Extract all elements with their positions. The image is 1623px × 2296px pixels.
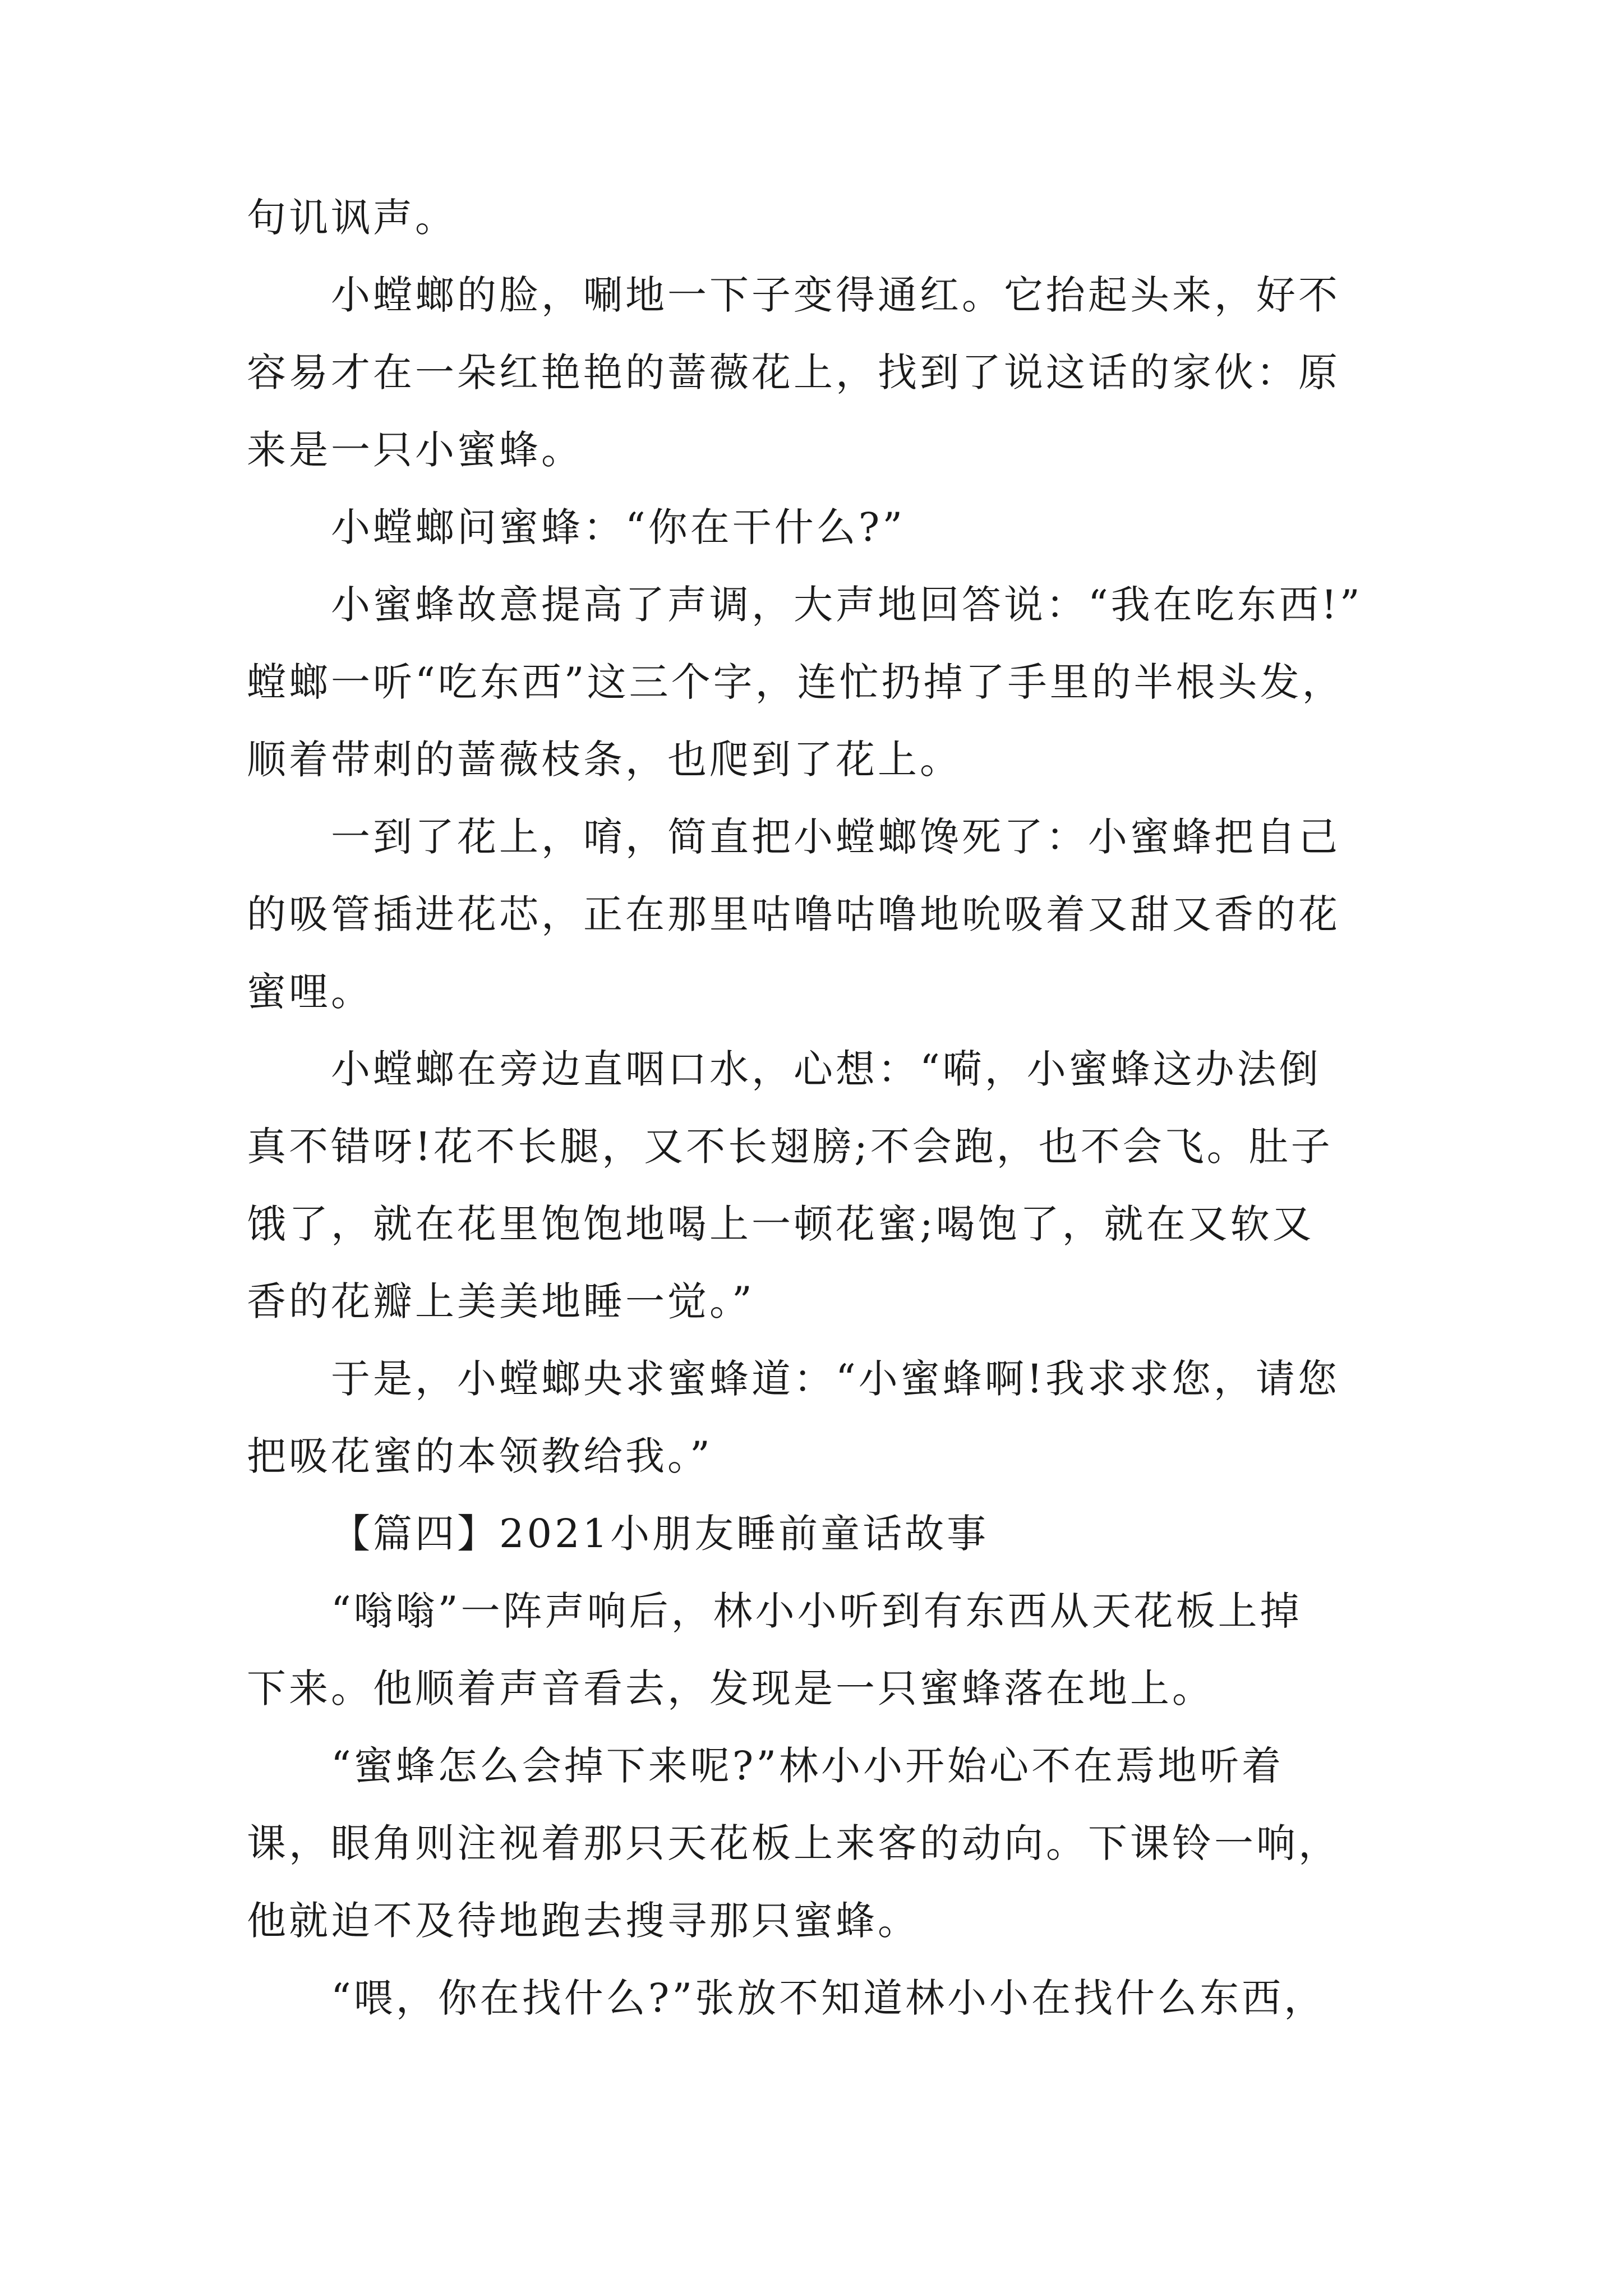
text-line: 小蜜蜂故意提高了声调，大声地回答说：“我在吃东西!”	[331, 582, 1363, 628]
text-line: 容易才在一朵红艳艳的蔷薇花上，找到了说这话的家伙：原	[247, 349, 1340, 395]
text-line: 饿了，就在花里饱饱地喝上一顿花蜜;喝饱了，就在又软又	[247, 1201, 1315, 1247]
text-line: 句讥讽声。	[247, 195, 457, 241]
text-line: 的吸管插进花芯，正在那里咕噜咕噜地吮吸着又甜又香的花	[247, 891, 1340, 937]
text-line: 顺着带刺的蔷薇枝条，也爬到了花上。	[247, 737, 962, 783]
text-line: “嗡嗡”一阵声响后，林小小听到有东西从天花板上掉	[331, 1588, 1302, 1634]
text-line: 下来。他顺着声音看去，发现是一只蜜蜂落在地上。	[247, 1665, 1214, 1711]
text-line: 来是一只小蜜蜂。	[247, 427, 583, 473]
text-line: 香的花瓣上美美地睡一觉。”	[247, 1278, 755, 1324]
section-heading: 【篇四】2021小朋友睡前童话故事	[331, 1511, 989, 1557]
text-line: 小螳螂问蜜蜂：“你在干什么?”	[331, 504, 906, 550]
text-line: “蜜蜂怎么会掉下来呢?”林小小开始心不在焉地听着	[331, 1743, 1284, 1789]
text-line: 他就迫不及待地跑去搜寻那只蜜蜂。	[247, 1898, 920, 1944]
text-line: 课，眼角则注视着那只天花板上来客的动向。下课铃一响，	[247, 1820, 1340, 1866]
text-line: 小螳螂在旁边直咽口水，心想：“嗬，小蜜蜂这办法倒	[331, 1046, 1321, 1092]
text-line: 蜜哩。	[247, 969, 373, 1015]
text-line: 真不错呀!花不长腿，又不长翅膀;不会跑，也不会飞。肚子	[247, 1124, 1333, 1170]
text-line: 小螳螂的脸，唰地一下子变得通红。它抬起头来，好不	[331, 272, 1340, 318]
text-line: 于是，小螳螂央求蜜蜂道：“小蜜蜂啊!我求求您，请您	[331, 1356, 1340, 1402]
text-line: 螳螂一听“吃东西”这三个字，连忙扔掉了手里的半根头发，	[247, 659, 1344, 705]
text-line: 把吸花蜜的本领教给我。”	[247, 1433, 713, 1479]
text-line: 一到了花上，唷，简直把小螳螂馋死了：小蜜蜂把自己	[331, 814, 1340, 860]
text-line: “喂，你在找什么?”张放不知道林小小在找什么东西，	[331, 1975, 1326, 2021]
